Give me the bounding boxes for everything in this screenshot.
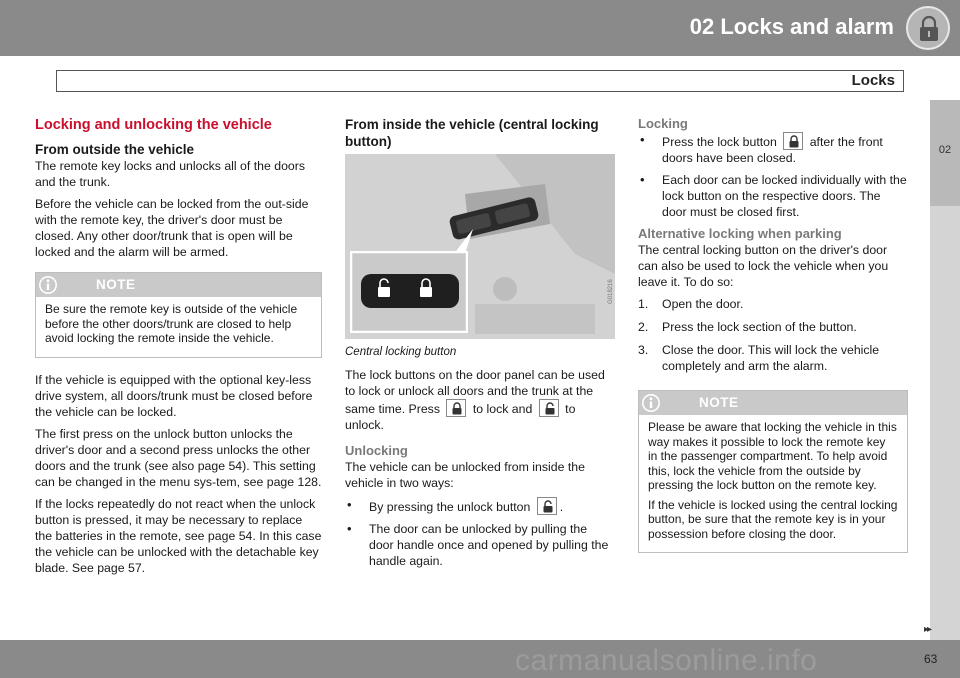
next-page-arrows-icon[interactable]: ▸▸	[924, 624, 931, 635]
list-item	[345, 497, 615, 515]
page-number: 63	[924, 652, 938, 666]
paragraph: Before the vehicle can be locked from the out-side with the remote key, the driver's door must be closed. Any other door/trunk that is open will be locked and the alarm will be armed.	[35, 197, 309, 259]
list-item	[638, 132, 908, 166]
locked-padlock-icon	[783, 132, 803, 150]
info-icon	[641, 393, 661, 413]
side-strip	[930, 206, 960, 640]
text-span: Each door can be locked individually with the lock button on the respective doors. The door must be closed first.	[662, 173, 907, 219]
chapter-tab-label: 02	[938, 144, 952, 156]
chapter-title: 02 Locks and alarm	[689, 14, 894, 39]
subheading-unlocking: Unlocking	[345, 443, 408, 458]
note-box	[638, 390, 908, 553]
text-span: The door can be unlocked by pulling the door handle once and opened by pulling the handle again.	[369, 522, 609, 568]
text-span: Press the lock button	[662, 135, 777, 149]
unlocking-list	[345, 497, 615, 569]
middle-column	[345, 116, 615, 575]
text-span: The lock buttons on the door panel can be used to lock or unlock all doors and the trunk at the same time. Press	[345, 368, 605, 416]
unlocked-padlock-icon	[539, 399, 559, 417]
section-heading: Locking and unlocking the vehicle	[35, 117, 272, 133]
text-span: Open the door.	[662, 297, 744, 311]
note-header	[639, 391, 907, 415]
header-bar	[0, 0, 960, 56]
paragraph: The vehicle can be unlocked from inside the vehicle in two ways:	[345, 460, 585, 490]
central-locking-photo	[345, 154, 615, 339]
text-span: Close the door. This will lock the vehicle completely and arm the alarm.	[662, 343, 880, 373]
paragraph	[345, 367, 615, 433]
text-span: .	[559, 500, 564, 514]
section-heading: From inside the vehicle (central locking button)	[345, 117, 599, 149]
paragraph: The central locking button on the driver's door can also be used to lock the vehicle when you leave it. To do so:	[638, 243, 889, 289]
list-item	[638, 172, 908, 220]
info-icon	[38, 275, 58, 295]
locking-list	[638, 132, 908, 220]
bullet-icon: •	[640, 132, 645, 147]
note-header	[36, 273, 321, 297]
note-text: Be sure the remote key is outside of the vehicle before the other doors/trunk are closed to help avoid locking the remote inside the vehicle.	[45, 302, 298, 345]
right-column	[638, 116, 908, 567]
left-column	[35, 116, 322, 582]
photo-caption: Central locking button	[345, 346, 457, 358]
note-body	[639, 415, 907, 552]
list-item	[638, 296, 908, 312]
step-number: 2.	[638, 320, 649, 334]
step-number: 1.	[638, 297, 649, 311]
unlocked-padlock-icon	[537, 497, 557, 515]
note-text: If the vehicle is locked using the central locking button, be sure that the remote key is in your possession before closing the door.	[648, 497, 898, 541]
note-title: NOTE	[96, 277, 136, 292]
section-header	[56, 70, 904, 92]
list-item	[638, 319, 908, 335]
bullet-icon: •	[347, 521, 352, 536]
step-number: 3.	[638, 343, 649, 357]
text-span: after the front doors have been closed.	[662, 135, 883, 165]
watermark: carmanualsonline.info	[515, 644, 818, 677]
text-span: to unlock.	[345, 402, 576, 432]
bullet-icon: •	[347, 497, 352, 512]
note-text: Please be aware that locking the vehicle in this way makes it possible to lock the remote key in the passenger compartment. To help avoid this, lock the vehicle from the outside by pressing the lock button on the remote key.	[648, 420, 897, 492]
photo-code: G018216	[608, 279, 614, 304]
text-span: to lock and	[472, 402, 533, 416]
subheading: From outside the vehicle	[35, 142, 195, 157]
text-span: Press the lock section of the button.	[662, 320, 857, 334]
padlock-icon	[906, 6, 950, 50]
note-body	[36, 297, 321, 357]
paragraph: If the locks repeatedly do not react when the unlock button is pressed, it may be necessary to replace the batteries in the remote, see page 54. In this case the vehicle can be unlocked with the detachable key blade. See page 57.	[35, 496, 322, 575]
paragraph: If the vehicle is equipped with the optional key-less drive system, all doors/trunk must be closed before the vehicle can be locked.	[35, 372, 313, 419]
paragraph: The remote key locks and unlocks all of the doors and the trunk.	[35, 159, 305, 189]
list-item	[345, 521, 615, 569]
subheading-locking: Locking	[638, 116, 688, 131]
paragraph: The first press on the unlock button unlocks the driver's door and a second press unlocks the other doors and the trunk (see also page 54). This setting can be changed in the menu sys-tem, see page 128.	[35, 426, 322, 489]
note-box	[35, 272, 322, 358]
text-span: By pressing the unlock button	[369, 500, 531, 514]
note-title: NOTE	[699, 395, 739, 410]
bullet-icon: •	[640, 172, 645, 187]
locked-padlock-icon	[446, 399, 466, 417]
section-title: Locks	[851, 72, 895, 89]
steps-list	[638, 296, 908, 374]
subheading-alternative: Alternative locking when parking	[638, 226, 842, 241]
list-item	[638, 342, 908, 374]
chapter-tab[interactable]	[930, 100, 960, 206]
